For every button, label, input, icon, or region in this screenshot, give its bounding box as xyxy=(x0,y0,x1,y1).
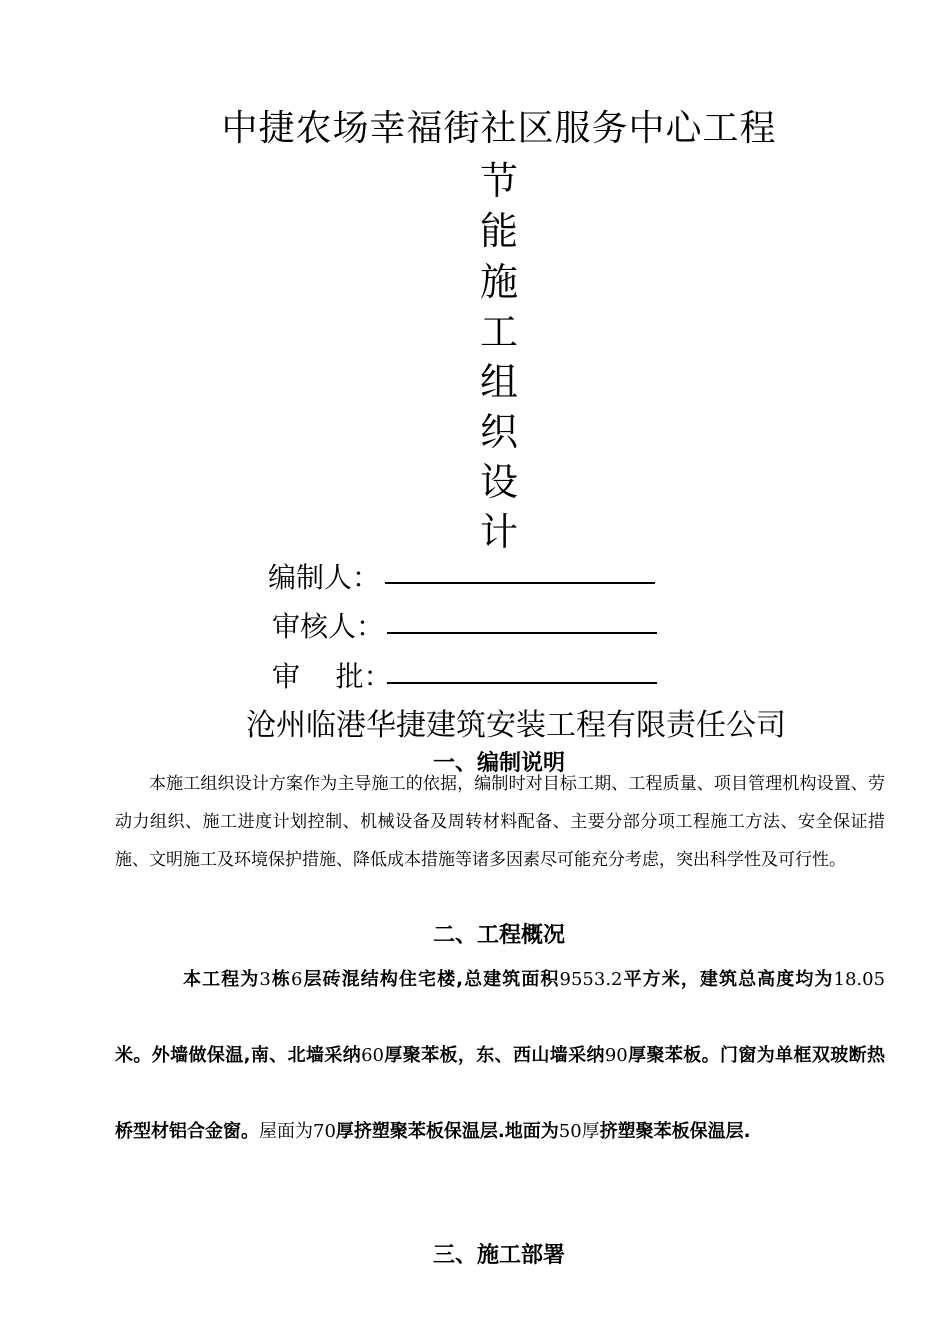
vertical-title-char: 设 xyxy=(479,460,518,504)
vertical-title-char: 节 xyxy=(479,159,518,203)
approver-label: 审 批： xyxy=(272,660,392,693)
reviewer-signature-line xyxy=(387,632,657,634)
vertical-title-char: 施 xyxy=(479,260,518,304)
section-paragraph: 本施工组织设计方案作为主导施工的依据，编制时对目标工期、工程质量、项目管理机构设置、劳动力组织、施工进度计划控制、机械设备及周转材料配备、主要分部分项工程施工方法、安全保证措施、文明施工及环境保护措施、降低成本措施等诸多因素尽可能充分考虑，突出科学性及可行性。 xyxy=(115,774,885,870)
vertical-title-char: 组 xyxy=(479,360,518,404)
section-heading: 一、编制说明 xyxy=(432,751,565,776)
section-heading: 二、工程概况 xyxy=(432,923,565,948)
vertical-title-char: 能 xyxy=(479,209,518,253)
compiler-label: 编制人： xyxy=(268,561,381,594)
vertical-title-char: 织 xyxy=(479,410,518,454)
section-paragraph: 本工程为3栋6层砖混结构住宅楼,总建筑面积9553.2平方米，建筑总高度均为18.05米。外墙做保温,南、北墙采纳60厚聚苯板，东、西山墙采纳90厚聚苯板。门窗为单框双玻断热桥型材铝合金窗。屋面为70厚挤塑聚苯板保温层.地面为50厚挤塑聚苯板保温层. xyxy=(115,969,886,1142)
compiler-signature-line xyxy=(385,582,655,584)
vertical-title-char: 工 xyxy=(479,310,518,354)
company-name: 沧州临港华捷建筑安装工程有限责任公司 xyxy=(246,708,786,743)
approver-signature-line xyxy=(387,682,657,684)
vertical-title-char: 计 xyxy=(479,510,518,554)
section-heading: 三、施工部署 xyxy=(432,1243,565,1268)
reviewer-label: 审核人： xyxy=(272,610,385,643)
document-title: 中捷农场幸福街社区服务中心工程 xyxy=(221,108,777,149)
